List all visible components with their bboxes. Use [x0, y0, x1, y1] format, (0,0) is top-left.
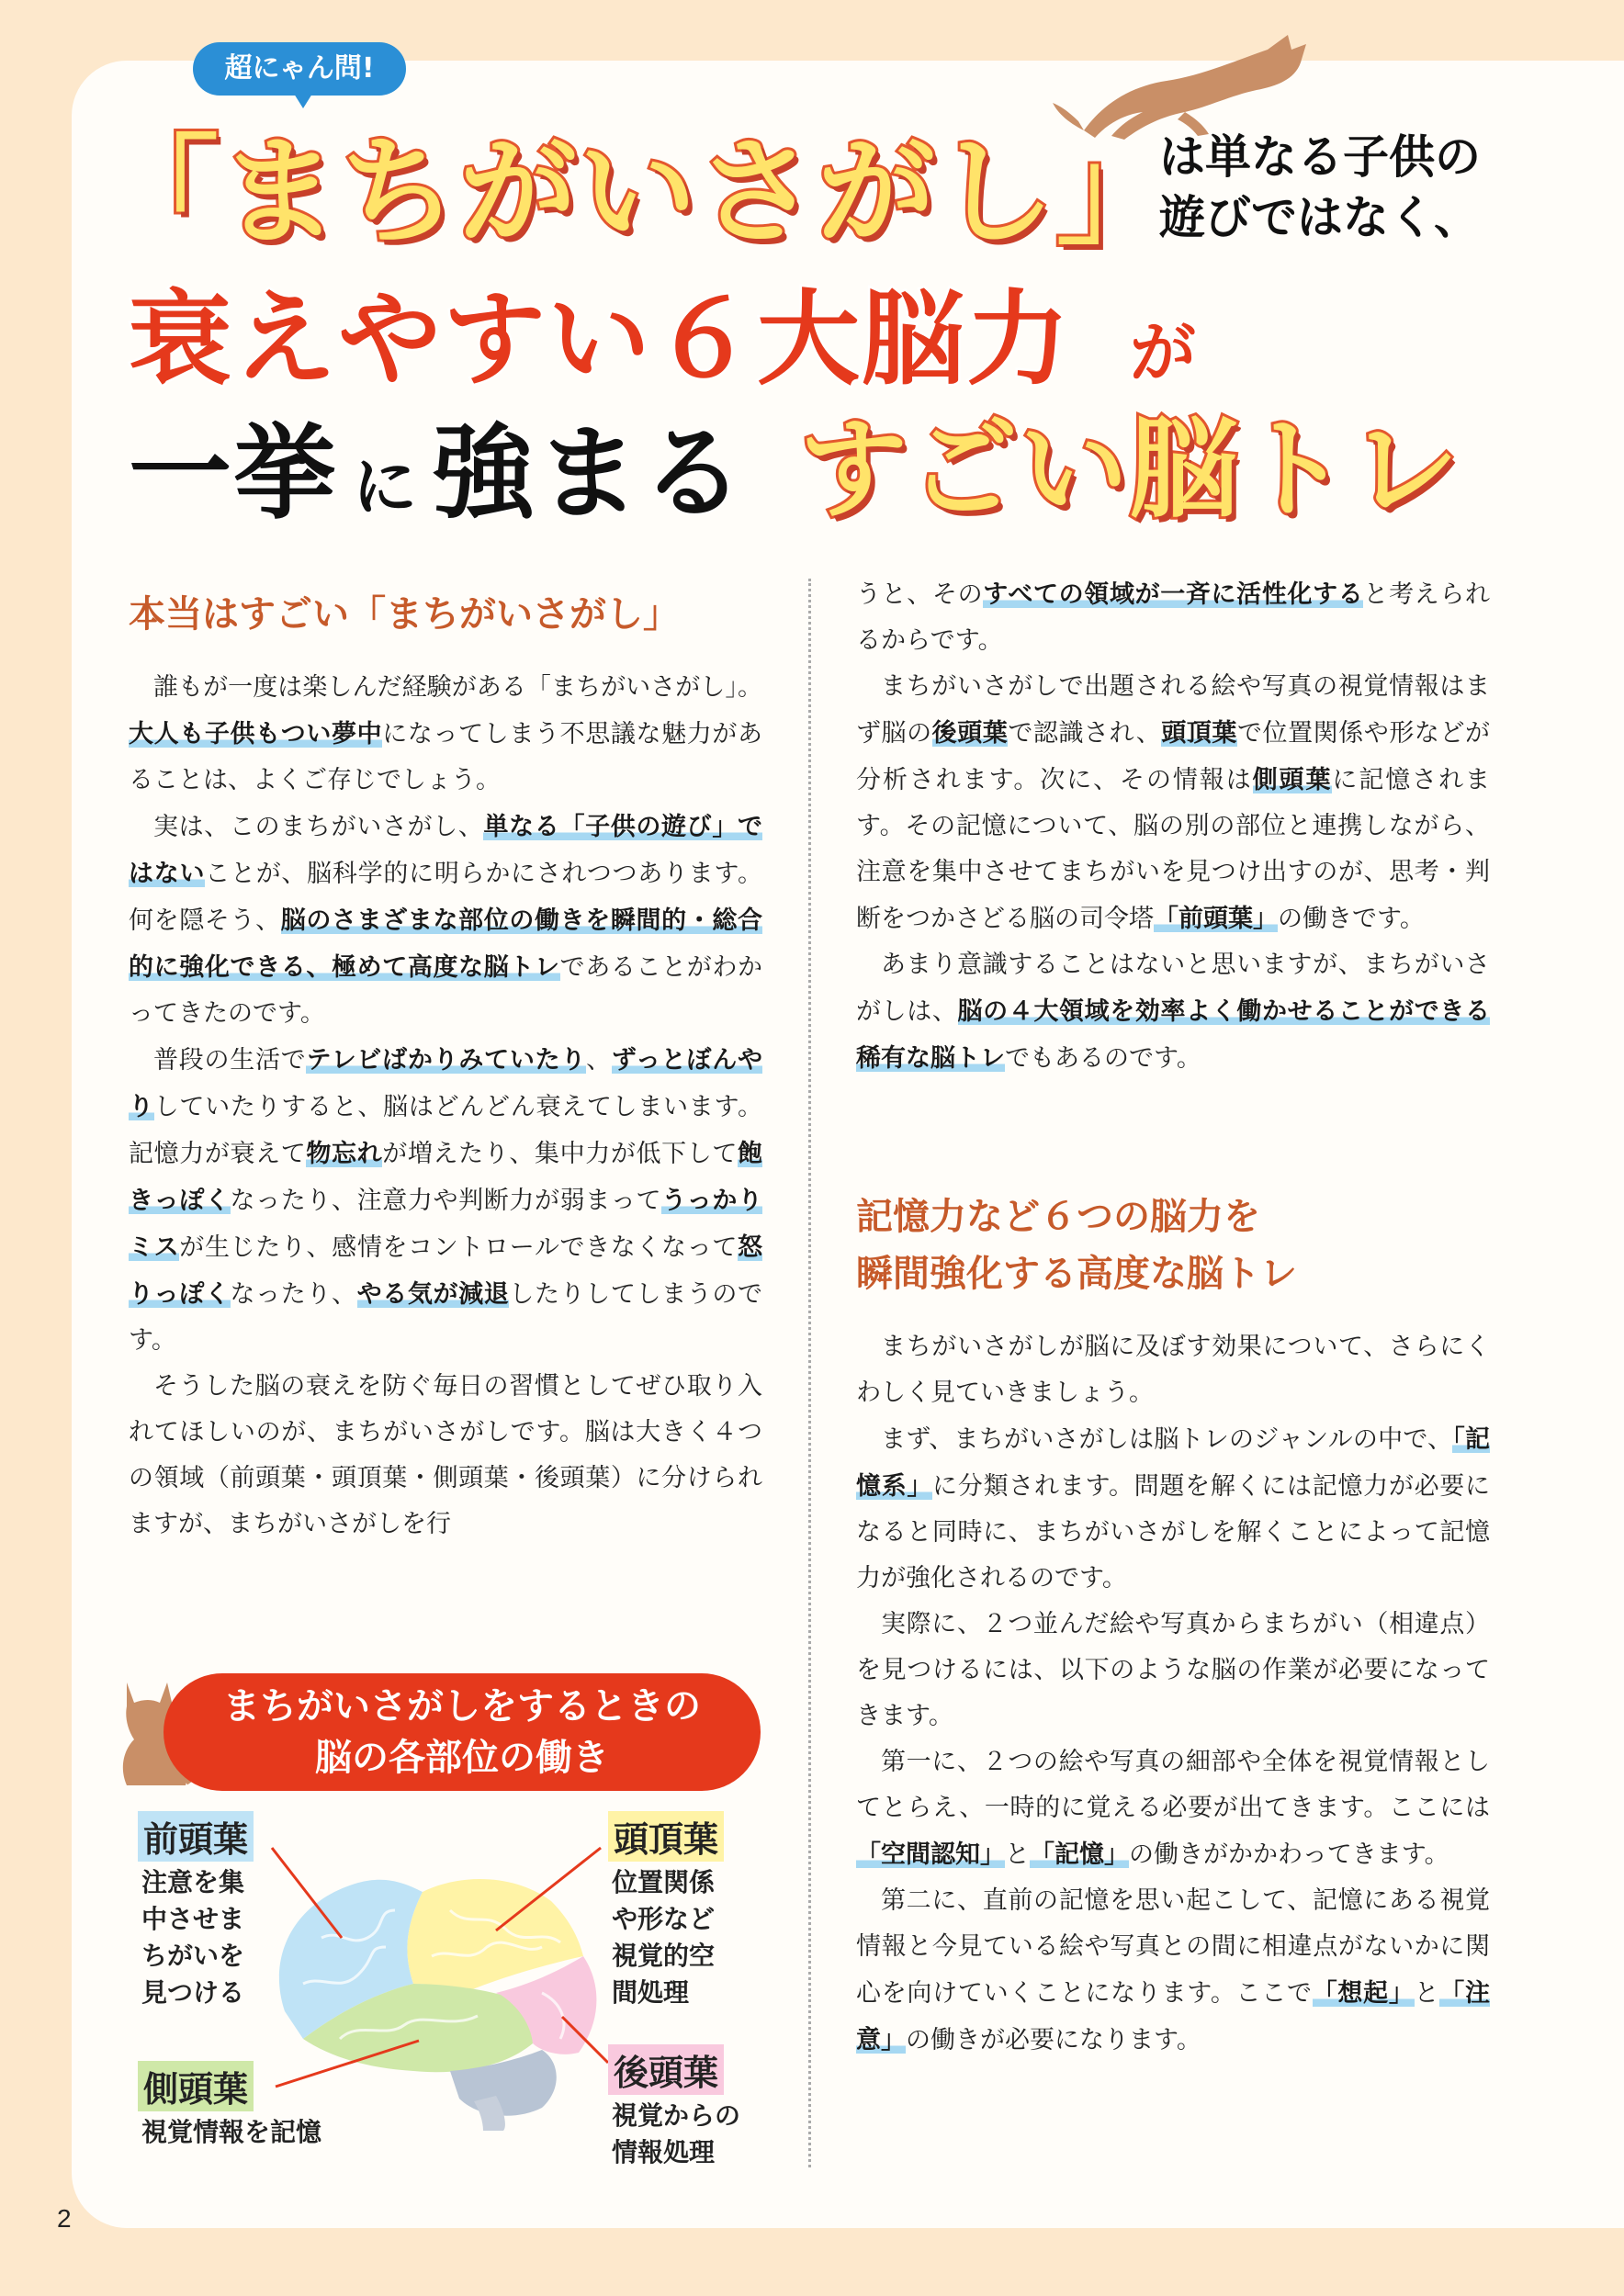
body-text: でもあるのです。	[1005, 1044, 1201, 1073]
label-occipital: 後頭葉	[608, 2044, 724, 2095]
body-text: が生じたり、感情をコントロールできなくなって	[179, 1233, 738, 1262]
figure-title-line1: まちがいさがしをするときの	[223, 1685, 701, 1728]
desc-line: 見つける	[141, 1978, 245, 2007]
body-text: に分類されます。問題を解くには記憶力が必要になると同時に、まちがいさがしを解くことによって記憶力が強化されるのです。	[856, 1472, 1491, 1593]
headline-quote: 「まちがいさがし」	[101, 124, 1177, 261]
body-text: うと、その	[856, 580, 984, 609]
body-text: まちがいさがしで出題される絵や写真の視覚情報はまず脳の	[856, 672, 1490, 748]
label-parietal: 頭頂葉	[608, 1811, 724, 1862]
highlight-text: ずっとぼんやり	[129, 1046, 763, 1120]
body-text: 、	[586, 1046, 612, 1075]
desc-parietal	[612, 1864, 715, 2011]
highlight-text: やる気が減退	[356, 1280, 510, 1308]
body-text: あまり意識することはないと思いますが、まちがいさがしは、	[856, 951, 1490, 1026]
body-text: と	[1414, 1979, 1440, 2008]
body-text: の働きです。	[1278, 905, 1425, 933]
highlight-text: 脳の４大領域を効率よく働かせることができる稀有な脳トレ	[856, 997, 1490, 1072]
body-text: なったり、	[230, 1280, 357, 1309]
highlight-text: テレビばかりみていたり	[306, 1046, 587, 1074]
highlight-text: 怒りっぽく	[129, 1233, 762, 1308]
body-text: 第一に、２つの絵や写真の細部や全体を視覚情報としてとらえ、一時的に覚える必要が出てきます。ここには	[856, 1748, 1490, 1822]
highlight-text: 大人も子供もつい夢中	[129, 720, 383, 748]
highlight-text: 「前頭葉」	[1154, 905, 1278, 932]
highlight-text: 「記憶系」	[856, 1425, 1490, 1500]
body-text: で位置関係や形などが分析されます。次に、その情報は	[856, 719, 1490, 794]
highlight-text: 「空間認知」	[856, 1840, 1005, 1868]
label-temporal: 側頭葉	[138, 2061, 254, 2111]
headline-sugoi-notore: すごい脳トレ	[799, 406, 1461, 533]
desc-line: や形など	[612, 1905, 716, 1933]
body-text: と	[1005, 1840, 1030, 1869]
headline-sub-a: は単なる子供の	[1159, 130, 1481, 184]
body-text: になってしまう不思議な魅力があることは、よくご存じでしょう。	[129, 720, 762, 794]
section-heading-1: 本当はすごい「まちがいさがし」	[129, 593, 680, 636]
desc-line: ちがいを	[141, 1941, 245, 1970]
headline-ga: が	[1130, 314, 1199, 391]
body-text: ことが、脳科学的に明らかにされつつあります。何を隠そう、	[129, 860, 762, 935]
highlight-text: 「記憶」	[1030, 1840, 1129, 1868]
body-text: 第二に、直前の記憶を思い起こして、記憶にある視覚情報と今見ている絵や写真との間に相違点がないかに関心を向けていくことになります。ここで	[856, 1886, 1490, 2008]
body-text: が増えたり、集中力が低下して	[382, 1140, 738, 1168]
highlight-text: 側頭葉	[1252, 766, 1333, 793]
highlight-text: すべての領域が一斉に活性化する	[983, 580, 1364, 608]
highlight-text: 脳のさまざまな部位の働きを瞬間的・総合的に強化できる、極めて高度な脳トレ	[129, 906, 762, 981]
headline-tsuyomaru: 強まる	[432, 414, 746, 534]
body-text: で認識され、	[1008, 719, 1162, 748]
body-text: 実は、このまちがいさがし、	[153, 813, 484, 841]
body-text: の働きが必要になります。	[906, 2026, 1201, 2054]
figure-title-line2: 脳の各部位の働き	[315, 1737, 609, 1779]
badge-label: 超にゃん問!	[193, 42, 406, 96]
body-text: なったり、注意力や判断力が弱まって	[230, 1187, 662, 1215]
headline-sub-b: 遊びではなく、	[1159, 191, 1480, 244]
highlight-text: 後頭葉	[931, 719, 1009, 747]
desc-line: 中させま	[141, 1905, 245, 1933]
highlight-text: 飽きっぽく	[129, 1140, 762, 1214]
highlight-text: うっかりミス	[129, 1187, 762, 1261]
body-text: そうした脳の衰えを防ぐ毎日の習慣としてぜひ取り入れてほしいのが、まちがいさがしです。脳は大きく４つの領域（前頭葉・頭頂葉・側頭葉・後頭葉）に分けられますが、まちがいさがしを行	[129, 1372, 762, 1538]
highlight-text: 単なる「子供の遊び」ではない	[129, 813, 763, 887]
desc-frontal	[141, 1864, 244, 2011]
desc-line: 位置関係	[612, 1868, 716, 1896]
body-text: まず、まちがいさがしは脳トレのジャンルの中で、	[881, 1425, 1453, 1454]
page-number: 2	[57, 2204, 72, 2233]
desc-line: 情報処理	[612, 2138, 716, 2167]
section-heading-3-line2: 瞬間強化する高度な脳トレ	[856, 1253, 1297, 1295]
label-frontal: 前頭葉	[138, 1811, 254, 1862]
body-text: であることがわかってきたのです。	[129, 953, 762, 1028]
highlight-text: 「注意」	[856, 1979, 1491, 2054]
headline-ikkyo: 一挙	[129, 414, 338, 534]
body-text: 誰もが一度は楽しんだ経験がある「まちがいさがし」。	[153, 673, 762, 702]
desc-temporal	[141, 2114, 321, 2151]
highlight-text: 物忘れ	[306, 1140, 383, 1167]
body-text: まちがいさがしが脳に及ぼす効果について、さらにくわしく見ていきましょう。	[856, 1333, 1490, 1407]
desc-line: 注意を集	[141, 1868, 245, 1896]
body-text: と考えられるからです。	[856, 580, 1491, 655]
highlight-text: 頭頂葉	[1161, 719, 1237, 747]
desc-occipital	[612, 2098, 740, 2171]
body-text: したりしてしまうのです。	[129, 1280, 762, 1355]
body-text: に記憶されます。その記憶について、脳の別の部位と連携しながら、注意を集中させてまちがいを見つけ出すのが、思考・判断をつかさどる脳の司令塔	[856, 766, 1491, 933]
desc-line: 視覚からの	[612, 2101, 741, 2130]
desc-line: 間処理	[612, 1978, 690, 2007]
section-heading-3-line1: 記憶力など６つの脳力を	[856, 1196, 1260, 1238]
headline-ni: に	[353, 449, 419, 524]
body-text: していたりすると、脳はどんどん衰えてしまいます。記憶力が衰えて	[129, 1093, 762, 1168]
highlight-text: 「想起」	[1312, 1979, 1415, 2007]
headline-six-abilities: 衰えやすい６大脳力	[129, 280, 1071, 400]
desc-line: 視覚情報を記憶	[141, 2118, 322, 2146]
body-text: の働きがかかわってきます。	[1129, 1840, 1449, 1869]
body-text: 普段の生活で	[153, 1046, 307, 1075]
body-text: 実際に、２つ並んだ絵や写真からまちがい（相違点）を見つけるには、以下のような脳の作業が必要になってきます。	[856, 1610, 1490, 1730]
desc-line: 視覚的空	[612, 1941, 716, 1970]
